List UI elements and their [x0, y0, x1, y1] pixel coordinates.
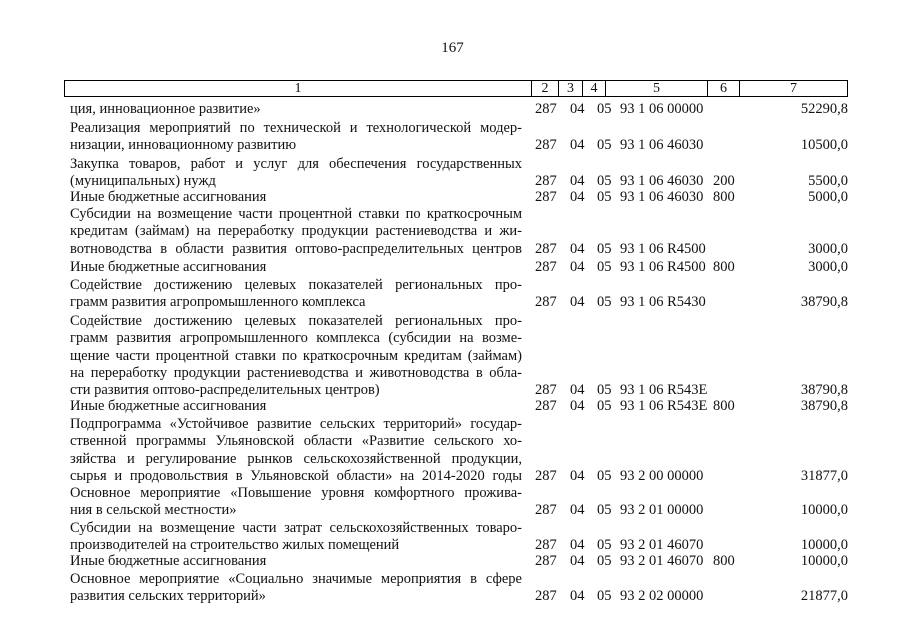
row-col-5: 93 2 01 00000 — [620, 502, 704, 519]
row-col-7: 10000,0 — [800, 553, 848, 569]
row-col-5: 93 1 06 R4500 — [620, 259, 706, 275]
row-col-5: 93 1 06 46030 — [620, 137, 704, 154]
row-col-4: 05 — [597, 137, 612, 154]
row-col-2: 287 — [535, 101, 557, 117]
row-col-2: 287 — [535, 240, 557, 257]
row-description-line: Иные бюджетные ассигнования — [70, 259, 267, 275]
row-col-3: 04 — [570, 537, 585, 554]
row-col-7: 31877,0 — [800, 467, 848, 484]
row-col-3: 04 — [570, 467, 585, 484]
header-col-5: 5 — [606, 81, 708, 96]
row-col-3: 04 — [570, 294, 585, 311]
row-description-line: Содействие достижению целевых показателей региональных про- — [70, 277, 522, 293]
row-col-6: 800 — [713, 259, 735, 275]
row-description-line: Закупка товаров, работ и услуг для обеспечения государственных — [70, 156, 522, 172]
row-description-line: ния в сельской местности» — [70, 502, 237, 519]
row-col-2: 287 — [535, 588, 557, 605]
row-col-7: 38790,8 — [800, 294, 848, 311]
row-col-3: 04 — [570, 101, 585, 117]
row-description-line: Подпрограмма «Устойчивое развитие сельских территорий» государ- — [70, 416, 522, 432]
row-col-3: 04 — [570, 588, 585, 605]
row-col-2: 287 — [535, 467, 557, 484]
row-col-2: 287 — [535, 382, 557, 399]
row-description-line: вотноводства в области развития оптово-распределительных центров — [70, 240, 522, 257]
row-col-5: 93 1 06 R543E — [620, 382, 708, 399]
row-description-line: Субсидии на возмещение части затрат сельскохозяйственных товаро- — [70, 520, 522, 536]
row-description-line: Иные бюджетные ассигнования — [70, 189, 267, 205]
row-col-5: 93 1 06 46030 — [620, 189, 704, 205]
row-col-5: 93 2 01 46070 — [620, 553, 704, 569]
row-description-line: Иные бюджетные ассигнования — [70, 398, 267, 414]
row-col-5: 93 1 06 R4500 — [620, 240, 706, 257]
row-col-4: 05 — [597, 259, 612, 275]
page-number: 167 — [441, 40, 464, 56]
row-col-4: 05 — [597, 553, 612, 569]
row-col-4: 05 — [597, 101, 612, 117]
row-description-line: сти развития оптово-распределительных центров) — [70, 382, 380, 399]
row-col-6: 200 — [713, 173, 735, 190]
row-description-line: Основное мероприятие «Повышение уровня комфортного прожива- — [70, 485, 522, 501]
row-col-6: 800 — [713, 553, 735, 569]
row-col-3: 04 — [570, 240, 585, 257]
row-description-line: производителей на строительство жилых помещений — [70, 537, 400, 554]
row-col-5: 93 1 06 00000 — [620, 101, 704, 117]
row-col-4: 05 — [597, 588, 612, 605]
row-col-4: 05 — [597, 398, 612, 414]
row-col-2: 287 — [535, 537, 557, 554]
row-col-2: 287 — [535, 173, 557, 190]
row-col-7: 21877,0 — [800, 588, 848, 605]
row-col-4: 05 — [597, 537, 612, 554]
row-description-line: кредитам (займам) на переработку продукции растениеводства и жи- — [70, 223, 522, 240]
row-col-7: 10500,0 — [800, 137, 848, 154]
row-col-5: 93 1 06 46030 — [620, 173, 704, 190]
row-col-4: 05 — [597, 173, 612, 190]
row-col-2: 287 — [535, 502, 557, 519]
row-col-3: 04 — [570, 173, 585, 190]
row-description-line: сырья и продовольствия в Ульяновской области» на 2014-2020 годы — [70, 467, 522, 484]
row-col-4: 05 — [597, 502, 612, 519]
row-col-4: 05 — [597, 294, 612, 311]
row-description-line: грамм развития агропромышленного комплекса (субсидии на возме- — [70, 330, 522, 347]
row-description-line: Иные бюджетные ассигнования — [70, 553, 267, 569]
row-col-2: 287 — [535, 294, 557, 311]
row-col-3: 04 — [570, 382, 585, 399]
row-description-line: ственной программы Ульяновской области «Развитие сельского хо- — [70, 433, 522, 450]
row-description-line: Реализация мероприятий по технической и технологической модер- — [70, 120, 522, 136]
row-description-line: грамм развития агропромышленного комплекса — [70, 294, 366, 311]
header-col-2: 2 — [532, 81, 559, 96]
row-col-2: 287 — [535, 398, 557, 414]
row-col-7: 5000,0 — [808, 189, 848, 205]
row-col-3: 04 — [570, 189, 585, 205]
row-col-3: 04 — [570, 137, 585, 154]
header-col-3: 3 — [559, 81, 583, 96]
header-col-4: 4 — [583, 81, 606, 96]
row-col-5: 93 1 06 R5430 — [620, 294, 706, 311]
row-description-line: зяйства и регулирование рынков сельскохозяйственной продукции, — [70, 450, 522, 467]
table-header — [64, 80, 848, 97]
row-col-5: 93 2 00 00000 — [620, 467, 704, 484]
row-description-line: Субсидии на возмещение части процентной ставки по краткосрочным — [70, 206, 522, 222]
row-col-2: 287 — [535, 553, 557, 569]
row-col-4: 05 — [597, 189, 612, 205]
row-description-line: низации, инновационному развитию — [70, 137, 297, 154]
row-col-4: 05 — [597, 240, 612, 257]
row-col-3: 04 — [570, 502, 585, 519]
row-col-2: 287 — [535, 189, 557, 205]
row-description-line: (муниципальных) нужд — [70, 173, 216, 190]
row-col-5: 93 1 06 R543E — [620, 398, 708, 414]
row-col-3: 04 — [570, 398, 585, 414]
row-description-line: развития сельских территорий» — [70, 588, 266, 605]
row-description-line: ция, инновационное развитие» — [70, 101, 261, 117]
row-col-5: 93 2 01 46070 — [620, 537, 704, 554]
row-col-3: 04 — [570, 259, 585, 275]
row-col-7: 38790,8 — [800, 398, 848, 414]
row-col-2: 287 — [535, 259, 557, 275]
row-col-4: 05 — [597, 467, 612, 484]
row-col-7: 10000,0 — [800, 502, 848, 519]
row-col-5: 93 2 02 00000 — [620, 588, 704, 605]
row-col-7: 52290,8 — [800, 101, 848, 117]
row-description-line: Основное мероприятие «Социально значимые мероприятия в сфере — [70, 571, 522, 587]
row-col-3: 04 — [570, 553, 585, 569]
row-col-7: 3000,0 — [808, 240, 848, 257]
row-col-7: 5500,0 — [808, 173, 848, 190]
row-description-line: щение части процентной ставки по краткосрочным кредитам (займам) — [70, 347, 522, 364]
row-col-4: 05 — [597, 382, 612, 399]
row-col-7: 3000,0 — [808, 259, 848, 275]
header-col-7: 7 — [790, 81, 797, 96]
row-col-7: 10000,0 — [800, 537, 848, 554]
row-col-7: 38790,8 — [800, 382, 848, 399]
header-col-1: 1 — [65, 81, 532, 96]
row-col-6: 800 — [713, 398, 735, 414]
row-description-line: на переработку продукции растениеводства и животноводства в обла- — [70, 364, 522, 381]
row-col-2: 287 — [535, 137, 557, 154]
row-col-6: 800 — [713, 189, 735, 205]
row-description-line: Содействие достижению целевых показателей региональных про- — [70, 313, 522, 329]
header-col-6: 6 — [708, 81, 740, 96]
